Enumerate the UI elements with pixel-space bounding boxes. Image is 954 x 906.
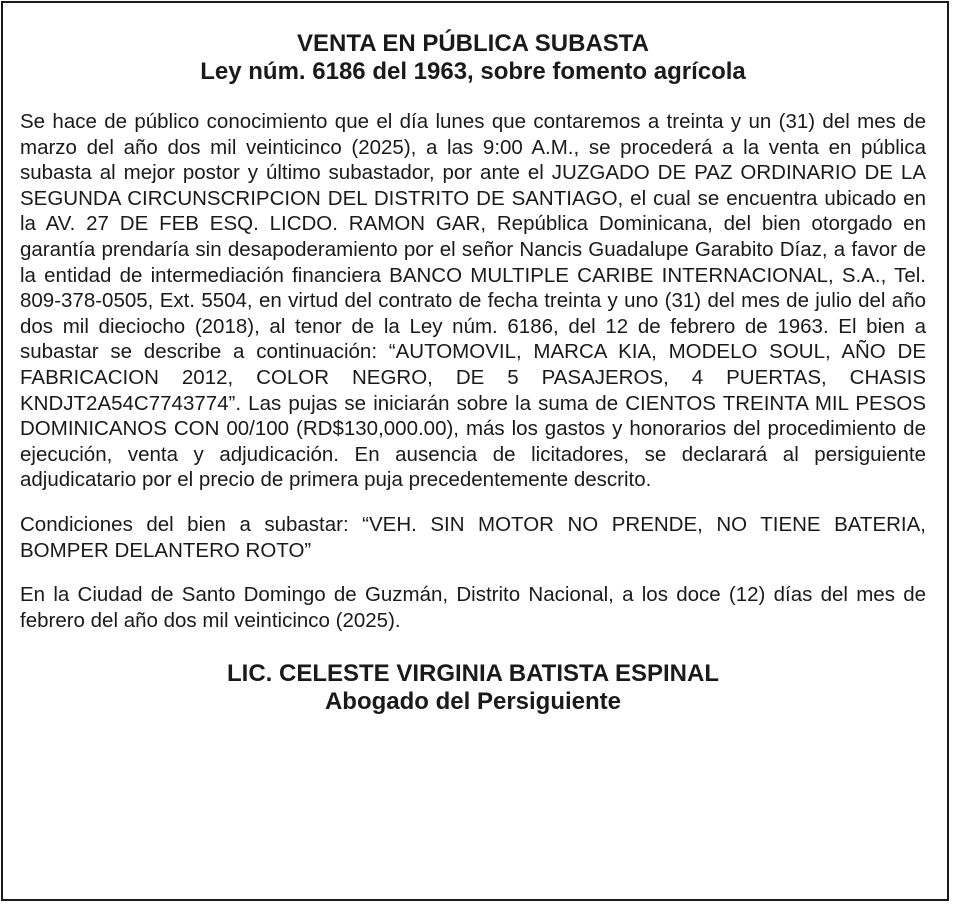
notice-content (20, 30, 926, 716)
signature-role: Abogado del Persiguiente (324, 688, 622, 716)
notice-paragraph-place-date: En la Ciudad de Santo Domingo de Guzmán, Distrito Nacional, a los doce (12) días del mes de febrero del año dos mil veinticinco (2025). (20, 583, 926, 632)
signature-block (20, 660, 926, 716)
signature-name: LIC. CELESTE VIRGINIA BATISTA ESPINAL (226, 660, 720, 688)
notice-paragraph-conditions: Condiciones del bien a subastar: “VEH. SIN MOTOR NO PRENDE, NO TIENE BATERIA, BOMPER DELANTERO ROTO” (20, 512, 926, 562)
notice-title: VENTA EN PÚBLICA SUBASTA (296, 30, 649, 57)
notice-subtitle: Ley núm. 6186 del 1963, sobre fomento agrícola (200, 58, 746, 85)
notice-paragraph-main: Se hace de público conocimiento que el día lunes que contaremos a treinta y un (31) del mes de marzo del año dos mil veinticinco (2025), a las 9:00 A.M., se procederá a la venta en pública subasta al mejor postor y último subastador, por ante el JUZGADO DE PAZ ORDINARIO DE LA SEGUNDA CIRCUNSCRIPCION DEL DISTRITO DE SANTIAGO, el cual se encuentra ubicado en la AV. 27 DE FEB ESQ. LICDO. RAMON GAR, República Dominicana, del bien otorgado en garantía prendaría sin desapoderamiento por el señor Nancis Guadalupe Garabito Díaz, a favor de la entidad de intermediación financiera BANCO MULTIPLE CARIBE INTERNACIONAL, S.A., Tel. 809-378-0505, Ext. 5504, en virtud del contrato de fecha treinta y uno (31) del mes de julio del año dos mil dieciocho (2018), al tenor de la Ley núm. 6186, del 12 de febrero de 1963. El bien a subastar se describe a continuación: “AUTOMOVIL, MARCA KIA, MODELO SOUL, AÑO DE FABRICACION 2012, COLOR NEGRO, DE 5 PASAJEROS, 4 PUERTAS, CHASIS KNDJT2A54C7743774”. Las pujas se iniciarán sobre la suma de CIENTOS TREINTA MIL PESOS DOMINICANOS CON 00/100 (RD$130,000.00), más los gastos y honorarios del procedimiento de ejecución, venta y adjudicación. En ausencia de licitadores, se declarará al persiguiente adjudicatario por el precio de primera puja precedentemente descrito. (20, 110, 926, 492)
